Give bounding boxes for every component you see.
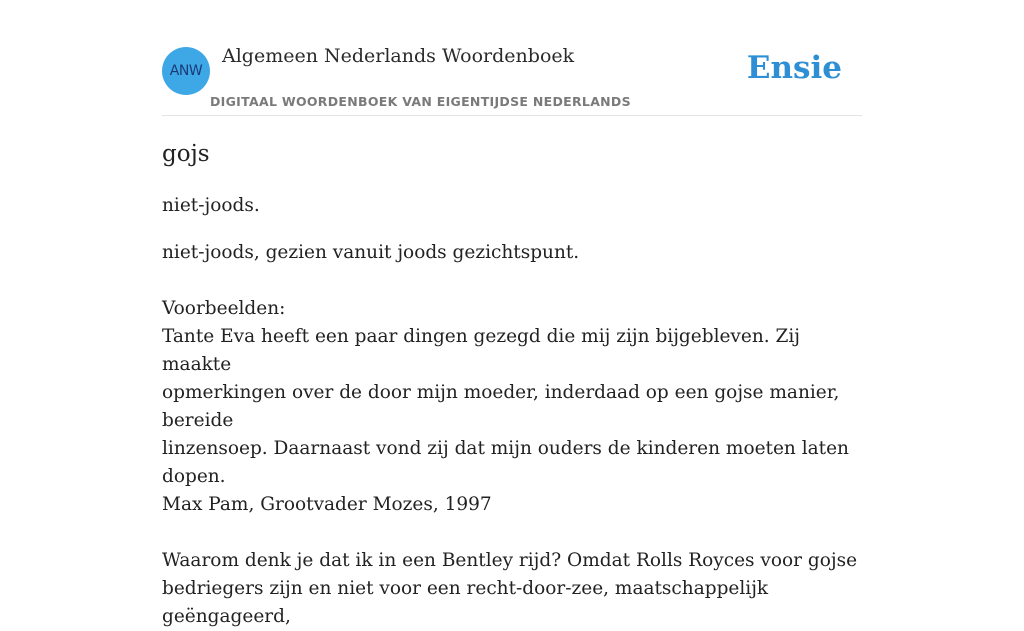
example-1 — [162, 323, 862, 519]
content-container — [162, 0, 862, 631]
example-line: linzensoep. Daarnaast vond zij dat mijn ouders de kinderen moeten laten dopen. — [162, 438, 849, 487]
example-line: Tante Eva heeft een paar dingen gezegd die mij zijn bijgebleven. Zij maakte — [162, 326, 801, 375]
ensie-brand-link[interactable]: Ensie — [746, 50, 842, 86]
logo-text: ANW — [169, 63, 203, 79]
example-line: Waarom denk je dat ik in een Bentley rijd? Omdat Rolls Royces voor gojse — [162, 550, 858, 571]
example-2 — [162, 547, 862, 631]
entry-word: gojs — [162, 141, 210, 167]
example-line: opmerkingen over de door mijn moeder, inderdaad op een gojse manier, bereide — [162, 382, 840, 431]
entry-main — [162, 140, 862, 631]
example-source: Max Pam, Grootvader Mozes, 1997 — [162, 494, 492, 515]
spacer — [162, 519, 862, 547]
site-subtitle: DIGITAAL WOORDENBOEK VAN EIGENTIJDSE NEDERLANDS — [210, 94, 631, 109]
anw-logo[interactable] — [162, 47, 210, 95]
short-definition: niet-joods. — [162, 195, 260, 216]
examples-label: Voorbeelden: — [162, 298, 286, 319]
site-title[interactable]: Algemeen Nederlands Woordenboek — [222, 45, 575, 67]
long-definition — [162, 239, 862, 631]
spacer — [162, 267, 862, 295]
long-definition-text: niet-joods, gezien vanuit joods gezichtspunt. — [162, 242, 580, 263]
site-header — [162, 0, 862, 116]
example-line: bedriegers zijn en niet voor een recht-door-zee, maatschappelijk geëngageerd, — [162, 578, 769, 627]
